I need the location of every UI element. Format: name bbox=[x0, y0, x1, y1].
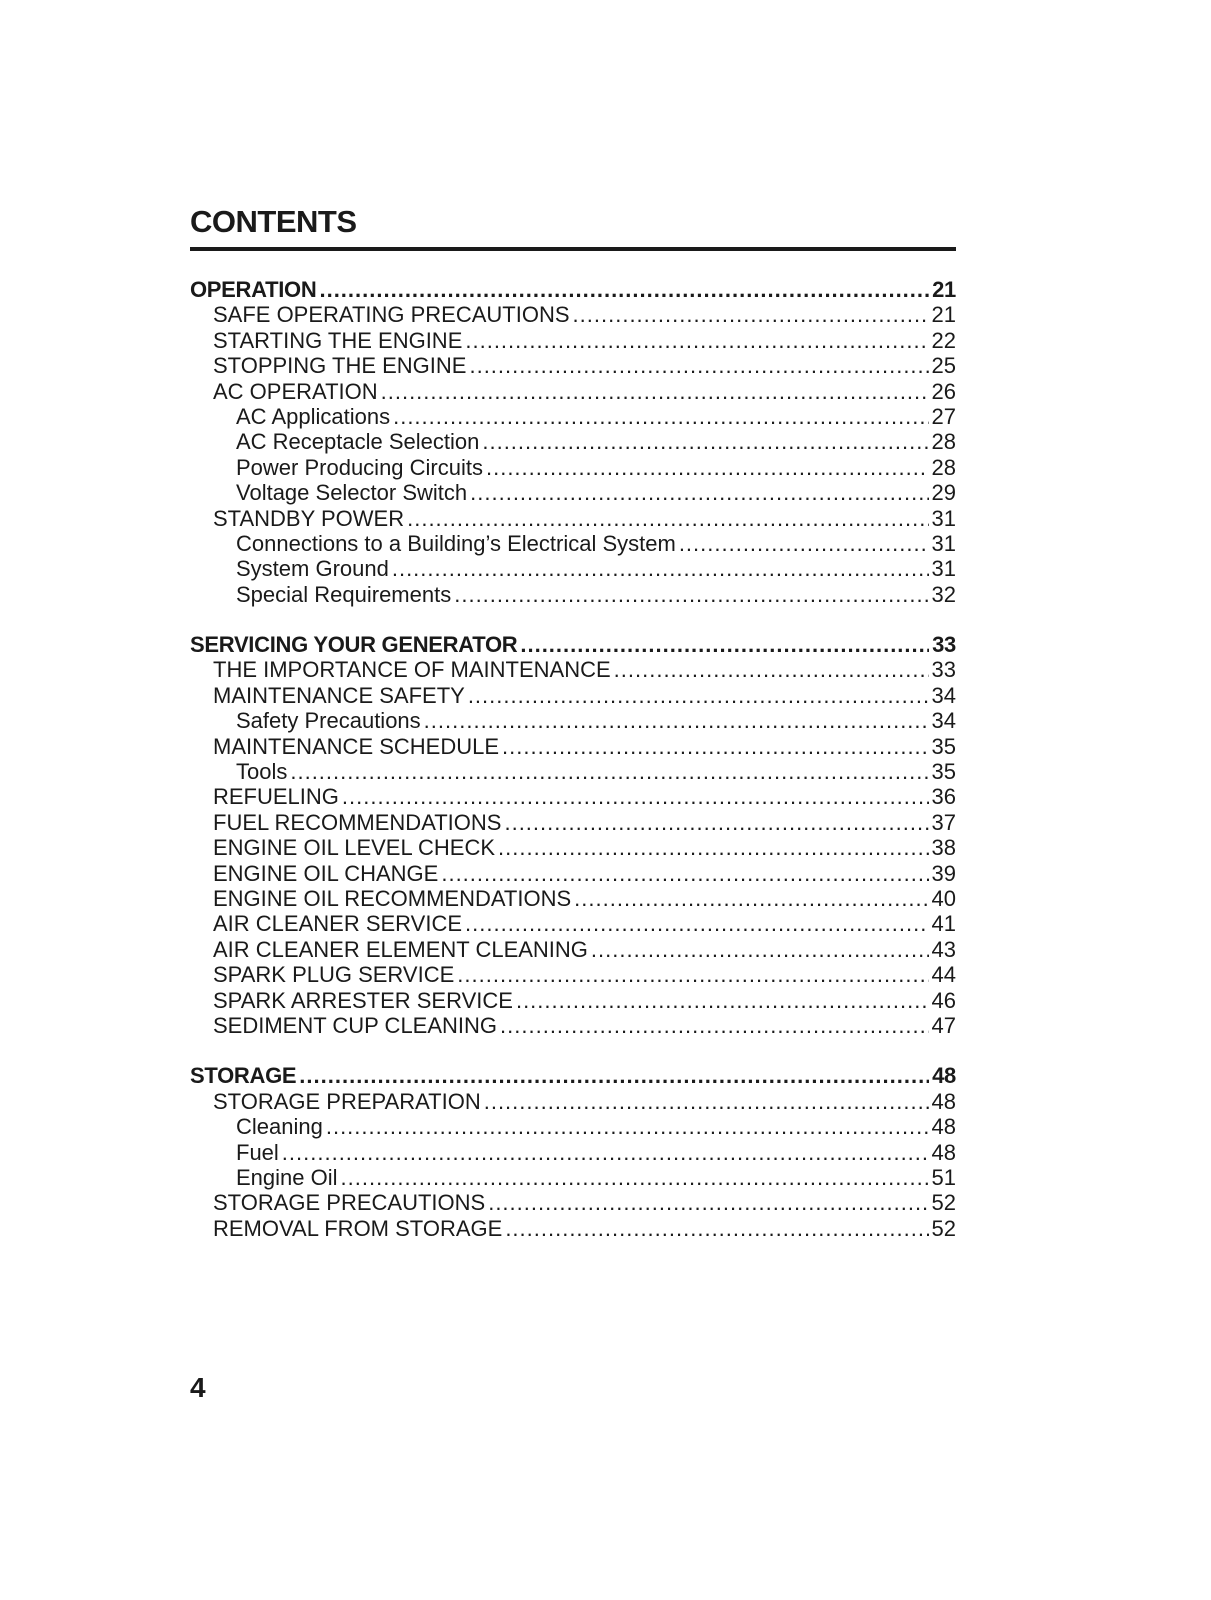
title-rule bbox=[190, 247, 956, 251]
toc-subentry-label: Power Producing Circuits bbox=[236, 454, 483, 480]
dot-leader bbox=[424, 708, 929, 733]
toc-subentry-label: Tools bbox=[236, 759, 288, 785]
toc-entry-label: SEDIMENT CUP CLEANING bbox=[213, 1012, 498, 1038]
toc-entry-label: STOPPING THE ENGINE bbox=[213, 353, 467, 379]
dot-leader bbox=[484, 1089, 929, 1114]
section-spacer bbox=[190, 607, 956, 632]
toc-subentry[interactable] bbox=[190, 531, 956, 556]
toc-section-heading-page: 21 bbox=[932, 277, 956, 302]
toc-entry-page: 39 bbox=[931, 860, 956, 886]
dot-leader bbox=[468, 683, 929, 708]
toc-entry-page: 22 bbox=[931, 327, 956, 353]
toc-entry-page: 34 bbox=[931, 682, 956, 708]
dot-leader bbox=[319, 277, 929, 302]
toc-subentry[interactable] bbox=[190, 759, 956, 784]
toc-entry[interactable] bbox=[190, 1013, 956, 1038]
toc-entry-label: SAFE OPERATING PRECAUTIONS bbox=[213, 302, 570, 328]
dot-leader bbox=[290, 759, 928, 784]
toc-subentry-page: 31 bbox=[931, 556, 956, 582]
page-title: CONTENTS bbox=[190, 204, 357, 239]
toc-entry[interactable] bbox=[190, 1216, 956, 1241]
toc-entry-label: SPARK PLUG SERVICE bbox=[213, 962, 455, 988]
toc-entry-label: STARTING THE ENGINE bbox=[213, 327, 463, 353]
toc-subentry[interactable] bbox=[190, 1114, 956, 1139]
toc-entry[interactable] bbox=[190, 988, 956, 1013]
toc-entry-page: 41 bbox=[931, 911, 956, 937]
dot-leader bbox=[465, 328, 928, 353]
toc-entry[interactable] bbox=[190, 784, 956, 809]
toc-subentry[interactable] bbox=[190, 556, 956, 581]
toc-entry-page: 43 bbox=[931, 936, 956, 962]
dot-leader bbox=[341, 1165, 929, 1190]
toc-entry[interactable] bbox=[190, 379, 956, 404]
toc-entry-label: REFUELING bbox=[213, 784, 339, 810]
toc-entry-label: STORAGE PREPARATION bbox=[213, 1088, 481, 1114]
dot-leader bbox=[520, 632, 929, 657]
toc-entry-label: STORAGE PRECAUTIONS bbox=[213, 1190, 486, 1216]
toc-subentry-label: Cleaning bbox=[236, 1114, 323, 1140]
toc-entry-label: ENGINE OIL CHANGE bbox=[213, 860, 439, 886]
toc-subentry[interactable] bbox=[190, 404, 956, 429]
dot-leader bbox=[502, 734, 928, 759]
dot-leader bbox=[470, 480, 928, 505]
toc-section-heading-page: 33 bbox=[932, 632, 956, 658]
toc-subentry-label: AC Applications bbox=[236, 403, 391, 429]
dot-leader bbox=[407, 506, 928, 531]
toc-subentry-label: Special Requirements bbox=[236, 581, 452, 607]
toc-entry[interactable] bbox=[190, 1190, 956, 1215]
toc-entry[interactable] bbox=[190, 911, 956, 936]
toc-subentry-page: 29 bbox=[931, 480, 956, 506]
dot-leader bbox=[504, 810, 928, 835]
section-spacer bbox=[190, 1038, 956, 1063]
dot-leader bbox=[591, 937, 929, 962]
toc-subentry-label: Voltage Selector Switch bbox=[236, 480, 468, 506]
toc-entry-page: 47 bbox=[931, 1012, 956, 1038]
toc-entry[interactable] bbox=[190, 683, 956, 708]
toc-entry-page: 21 bbox=[931, 302, 956, 328]
toc-entry-page: 48 bbox=[931, 1088, 956, 1114]
toc-entry-page: 40 bbox=[931, 885, 956, 911]
dot-leader bbox=[392, 556, 929, 581]
toc-subentry[interactable] bbox=[190, 1140, 956, 1165]
toc-entry-label: AC OPERATION bbox=[213, 378, 378, 404]
toc-entry[interactable] bbox=[190, 886, 956, 911]
toc-entry-label: MAINTENANCE SCHEDULE bbox=[213, 733, 500, 759]
toc-entry[interactable] bbox=[190, 810, 956, 835]
toc-entry[interactable] bbox=[190, 861, 956, 886]
toc-subentry-label: AC Receptacle Selection bbox=[236, 429, 480, 455]
dot-leader bbox=[516, 988, 929, 1013]
toc-entry-page: 31 bbox=[931, 505, 956, 531]
dot-leader bbox=[573, 302, 929, 327]
dot-leader bbox=[299, 1063, 929, 1088]
toc-subentry[interactable] bbox=[190, 582, 956, 607]
dot-leader bbox=[574, 886, 928, 911]
toc-subentry-label: Engine Oil bbox=[236, 1164, 338, 1190]
toc-entry-page: 26 bbox=[931, 378, 956, 404]
dot-leader bbox=[457, 962, 928, 987]
toc-subentry[interactable] bbox=[190, 1165, 956, 1190]
toc-entry[interactable] bbox=[190, 835, 956, 860]
toc-section-heading[interactable] bbox=[190, 1063, 956, 1088]
dot-leader bbox=[282, 1140, 929, 1165]
toc-subentry-page: 27 bbox=[931, 403, 956, 429]
toc-subentry-page: 28 bbox=[931, 429, 956, 455]
toc-entry-page: 52 bbox=[931, 1190, 956, 1216]
toc-entry-page: 36 bbox=[931, 784, 956, 810]
toc-subentry-label: Safety Precautions bbox=[236, 708, 421, 734]
toc-entry-label: FUEL RECOMMENDATIONS bbox=[213, 809, 502, 835]
dot-leader bbox=[679, 531, 929, 556]
toc-entry-page: 25 bbox=[931, 353, 956, 379]
toc-entry-page: 35 bbox=[931, 733, 956, 759]
dot-leader bbox=[486, 455, 929, 480]
toc-subentry-page: 34 bbox=[931, 708, 956, 734]
toc-section-heading[interactable] bbox=[190, 277, 956, 302]
dot-leader bbox=[482, 429, 928, 454]
toc-subentry-label: System Ground bbox=[236, 556, 389, 582]
toc-subentry-label: Fuel bbox=[236, 1139, 279, 1165]
toc-subentry[interactable] bbox=[190, 480, 956, 505]
toc-entry[interactable] bbox=[190, 734, 956, 759]
toc-subentry-label: Connections to a Building’s Electrical System bbox=[236, 530, 676, 556]
toc-entry-label: REMOVAL FROM STORAGE bbox=[213, 1215, 503, 1241]
toc-entry-page: 44 bbox=[931, 962, 956, 988]
toc-subentry-page: 35 bbox=[931, 759, 956, 785]
toc-entry[interactable] bbox=[190, 506, 956, 531]
toc-subentry-page: 48 bbox=[931, 1139, 956, 1165]
toc-section-heading-label: SERVICING YOUR GENERATOR bbox=[190, 632, 518, 658]
toc-entry-label: MAINTENANCE SAFETY bbox=[213, 682, 465, 708]
toc-entry[interactable] bbox=[190, 657, 956, 682]
toc-subentry-page: 28 bbox=[931, 454, 956, 480]
toc-subentry[interactable] bbox=[190, 708, 956, 733]
toc-entry-label: SPARK ARRESTER SERVICE bbox=[213, 987, 513, 1013]
toc-entry[interactable] bbox=[190, 937, 956, 962]
toc-entry-label: STANDBY POWER bbox=[213, 505, 405, 531]
toc-entry[interactable] bbox=[190, 962, 956, 987]
toc-section-heading-label: STORAGE bbox=[190, 1063, 297, 1089]
toc-subentry[interactable] bbox=[190, 429, 956, 454]
toc-entry-label: AIR CLEANER ELEMENT CLEANING bbox=[213, 936, 588, 962]
toc-subentry-page: 51 bbox=[931, 1164, 956, 1190]
dot-leader bbox=[488, 1190, 928, 1215]
dot-leader bbox=[505, 1216, 928, 1241]
toc-subentry-page: 48 bbox=[931, 1114, 956, 1140]
page-number: 4 bbox=[190, 1372, 206, 1403]
toc-entry-label: ENGINE OIL LEVEL CHECK bbox=[213, 835, 496, 861]
dot-leader bbox=[500, 1013, 928, 1038]
toc-subentry[interactable] bbox=[190, 455, 956, 480]
dot-leader bbox=[441, 861, 928, 886]
toc-entry-label: ENGINE OIL RECOMMENDATIONS bbox=[213, 885, 572, 911]
toc-entry[interactable] bbox=[190, 328, 956, 353]
toc-entry-label: AIR CLEANER SERVICE bbox=[213, 911, 463, 937]
dot-leader bbox=[393, 404, 928, 429]
toc-entry-page: 33 bbox=[931, 657, 956, 683]
toc-entry-label: THE IMPORTANCE OF MAINTENANCE bbox=[213, 657, 611, 683]
dot-leader bbox=[498, 835, 929, 860]
toc-entry-page: 38 bbox=[931, 835, 956, 861]
toc-entry[interactable] bbox=[190, 302, 956, 327]
toc-entry-page: 46 bbox=[931, 987, 956, 1013]
toc-section-heading-page: 48 bbox=[932, 1063, 956, 1089]
dot-leader bbox=[381, 379, 929, 404]
dot-leader bbox=[454, 582, 928, 607]
toc-subentry-page: 32 bbox=[931, 581, 956, 607]
toc-entry[interactable] bbox=[190, 353, 956, 378]
toc-section-heading[interactable] bbox=[190, 632, 956, 657]
dot-leader bbox=[465, 911, 929, 936]
dot-leader bbox=[342, 784, 929, 809]
table-of-contents bbox=[190, 277, 956, 1241]
toc-entry[interactable] bbox=[190, 1089, 956, 1114]
toc-entry-page: 52 bbox=[931, 1215, 956, 1241]
toc-subentry-page: 31 bbox=[931, 530, 956, 556]
dot-leader bbox=[326, 1114, 929, 1139]
toc-section-heading-label: OPERATION bbox=[190, 277, 317, 302]
toc-entry-page: 37 bbox=[931, 809, 956, 835]
dot-leader bbox=[614, 657, 929, 682]
dot-leader bbox=[469, 353, 928, 378]
